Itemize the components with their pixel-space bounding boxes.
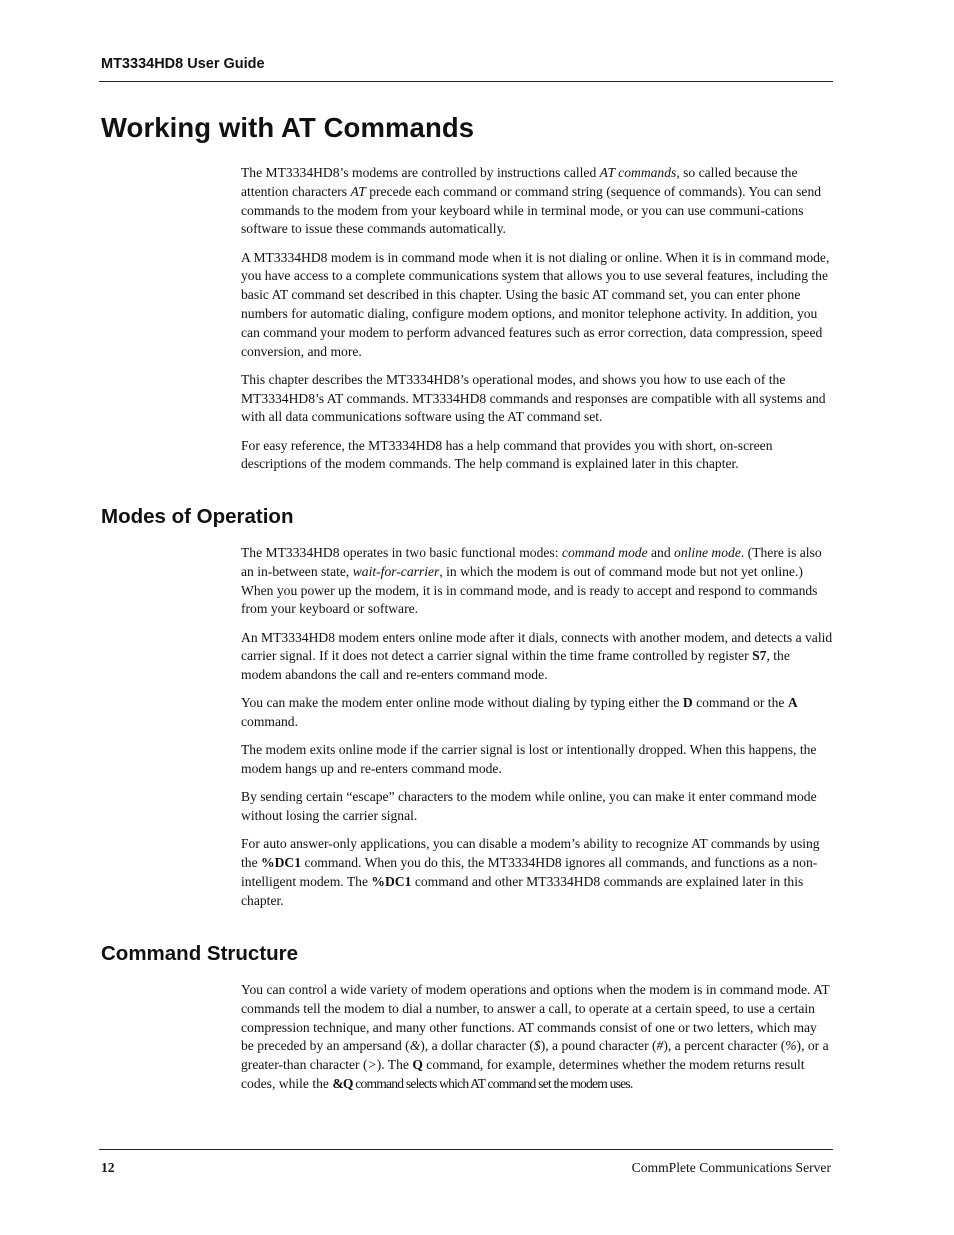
intro-paragraph-1: The MT3334HD8’s modems are controlled by instructions called AT commands, so called because the attention characters AT precede each command or command string (sequence of commands). You can send commands to the modem from your keyboard while in terminal mode, or you can use communi-cations software to issue these commands automatically. [241,165,822,237]
intro-paragraph-2: A MT3334HD8 modem is in command mode when it is not dialing or online. When it is in command mode, you have access to a complete communications system that allows you to use several features, including the basic AT command set described in this chapter. Using the basic AT command set, you can enter phone numbers for automatic dialing, configure modem options, and monitor telephone activity. In addition, you can command your modem to perform advanced features such as error correction, data compression, speed conversion, and more. [241,249,830,359]
header-rule [99,81,833,82]
modes-paragraph-4: The modem exits online mode if the carrier signal is lost or intentionally dropped. When this happens, the modem hangs up and re-enters command mode. [241,742,817,777]
running-header: MT3334HD8 User Guide [101,56,265,72]
modes-section [241,544,833,920]
modes-paragraph-6: For auto answer-only applications, you can disable a modem’s ability to recognize AT commands by using the %DC1 command. When you do this, the MT3334HD8 ignores all commands, and functions as a non-intelligent modem. The %DC1 command and other MT3334HD8 commands are explained later in this chapter. [241,836,820,908]
structure-section [241,981,833,1103]
publication-title: CommPlete Communications Server [631,1160,831,1175]
modes-paragraph-3: You can make the modem enter online mode without dialing by typing either the D command or the A command. [241,695,798,730]
structure-paragraph-1: You can control a wide variety of modem operations and options when the modem is in command mode. AT commands tell the modem to dial a number, to answer a call, to operate at a certain speed, to use a certain compression technique, and many other functions. AT commands consist of one or two letters, which may be preceded by an ampersand (&), a dollar character ($), a pound character (#), a percent character (%), or a greater-than character (>). The Q command, for example, determines whether the modem returns result codes, while the &Q command selects which AT command set the modem uses. [241,982,830,1091]
modes-paragraph-2: An MT3334HD8 modem enters online mode after it dials, connects with another modem, and detects a valid carrier signal. If it does not detect a carrier signal within the time frame controlled by register S7, the modem abandons the call and re-enters command mode. [241,629,833,683]
intro-paragraph-4: For easy reference, the MT3334HD8 has a help command that provides you with short, on-screen descriptions of the modem commands. The help command is explained later in this chapter. [241,437,773,472]
footer-rule [99,1149,833,1150]
page-title: Working with AT Commands [101,112,475,143]
intro-paragraph-3: This chapter describes the MT3334HD8’s operational modes, and shows you how to use each of the MT3334HD8’s AT commands. MT3334HD8 commands and responses are compatible with all systems and with all data communications software using the AT command set. [241,371,826,425]
intro-section [241,164,833,484]
modes-paragraph-5: By sending certain “escape” characters to the modem while online, you can make it enter command mode without losing the carrier signal. [241,789,817,824]
structure-heading: Command Structure [101,942,299,965]
modes-heading: Modes of Operation [101,505,294,528]
modes-paragraph-1: The MT3334HD8 operates in two basic functional modes: command mode and online mode. (There is also an in-between state, wait-for-carrier, in which the modem is out of command mode but not yet online.) When you power up the modem, it is in command mode, and is ready to accept and respond to commands from your keyboard or software. [241,545,822,617]
page-number: 12 [101,1160,115,1175]
